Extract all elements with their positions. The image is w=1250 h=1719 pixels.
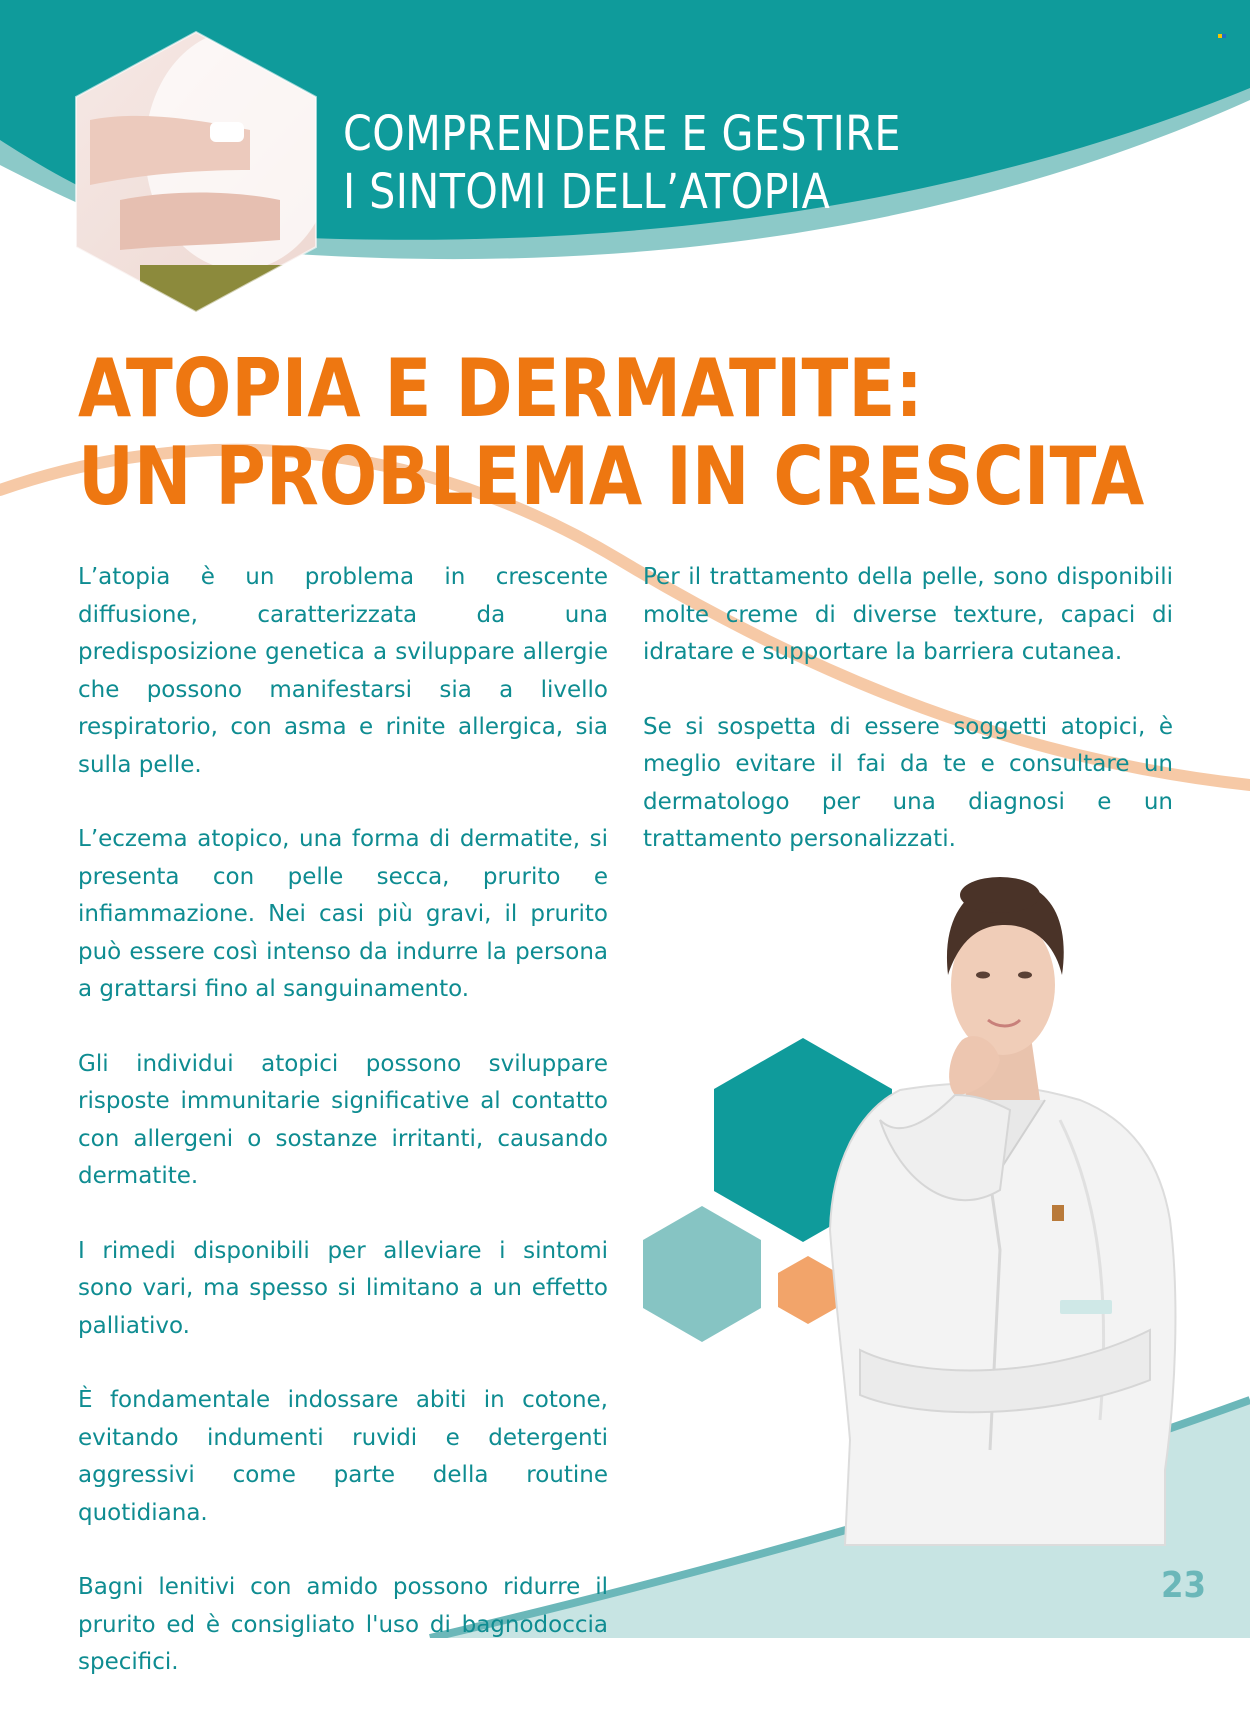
section-title-line1: COMPRENDERE E GESTIRE: [343, 106, 901, 162]
page-number: 23: [1161, 1565, 1207, 1606]
badge-icon: [1052, 1205, 1064, 1221]
section-title-line2: I SINTOMI DELL’ATOPIA: [343, 164, 831, 220]
orange-hexagon: [778, 1256, 838, 1324]
paragraph: Bagni lenitivi con amido possono ridurre il prurito ed è consigliato l'uso di bagnodoccia specifici.: [78, 1574, 608, 1675]
paragraph: Se si sospetta di essere soggetti atopici, è meglio evitare il fai da te e consultare un dermatologo per una diagnosi e un trattamento personalizzati.: [643, 713, 1173, 852]
pharmacist-figure: [830, 877, 1175, 1545]
paragraph: Gli individui atopici possono sviluppare risposte immunitarie significative al contatto con allergeni o sostanze irritanti, causando dermatite.: [78, 1050, 608, 1189]
paragraph: Per il trattamento della pelle, sono disponibili molte creme di diverse texture, capaci di idratare e supportare la barriera cutanea.: [643, 564, 1173, 665]
paragraph: I rimedi disponibili per alleviare i sintomi sono vari, ma spesso si limitano a un effetto palliativo.: [78, 1237, 608, 1339]
paragraph: L’atopia è un problema in crescente diffusione, caratterizzata da una predisposizione genetica a sviluppare allergie che possono manifestarsi sia a livello respiratorio, con asma e rinite allergica, sia sulla pelle.: [78, 564, 608, 778]
article-title-line1: ATOPIA E DERMATITE:: [78, 342, 923, 435]
pocket-logo-icon: [1060, 1300, 1112, 1314]
light-teal-hexagon: [643, 1206, 761, 1342]
paragraph: È fondamentale indossare abiti in cotone, evitando indumenti ruvidi e detergenti aggressivi come parte della routine quotidiana.: [78, 1387, 608, 1526]
article-title-line2: UN PROBLEMA IN CRESCITA: [78, 430, 1145, 523]
paragraph: L’eczema atopico, una forma di dermatite, si presenta con pelle secca, prurito e infiammazione. Nei casi più gravi, il prurito può essere così intenso da indurre la persona a grattarsi fino al sanguinamento.: [78, 826, 608, 1002]
